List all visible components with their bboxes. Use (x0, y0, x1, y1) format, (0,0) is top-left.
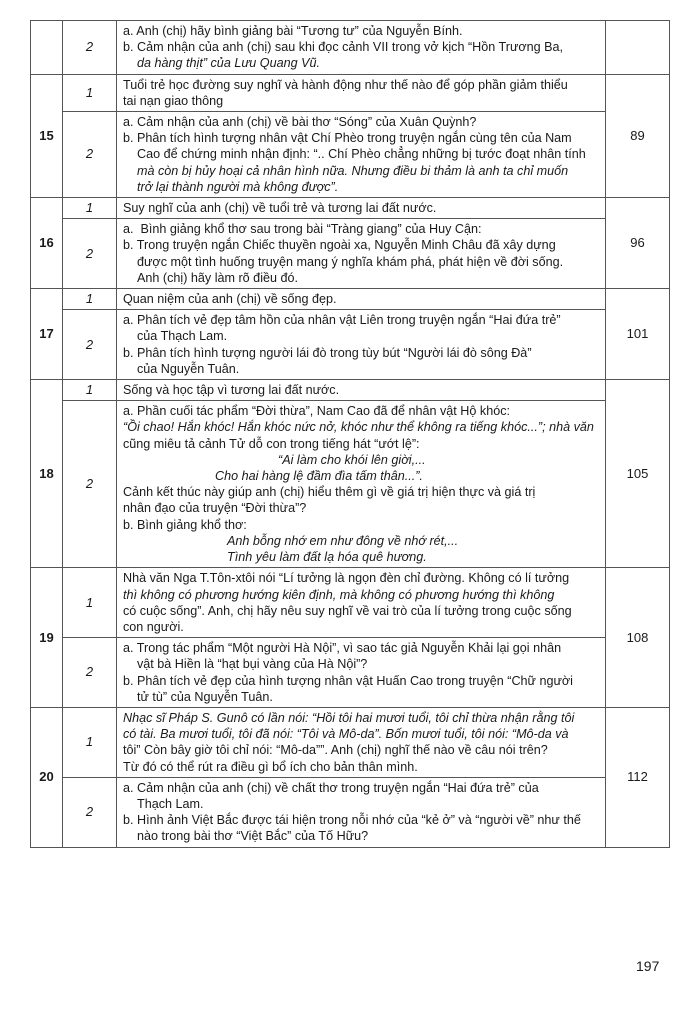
page-ref: 89 (606, 74, 670, 197)
part-number: 2 (63, 310, 117, 380)
part-number: 2 (63, 21, 117, 75)
part-number: 2 (63, 112, 117, 198)
table-row (31, 198, 670, 219)
page-ref: 101 (606, 289, 670, 380)
topic-number: 17 (31, 289, 63, 380)
part-number: 1 (63, 198, 117, 219)
page-ref: 112 (606, 707, 670, 847)
table-row (31, 112, 670, 198)
table-row (31, 219, 670, 289)
table-row (31, 401, 670, 568)
part-number: 1 (63, 707, 117, 777)
topic-number: 16 (31, 198, 63, 289)
question-text: Nhạc sĩ Pháp S. Gunô có lần nói: “Hồi tôi hai mươi tuổi, tôi chỉ thừa nhận rằng tôi có tài. Ba mươi tuổi, tôi đã nói: “Tôi và Mô-da”. Bốn mươi tuổi, tôi nói: “Mô-da và tôi” Còn bây giờ tôi chỉ nói: “Mô-da””. Anh (chị) nghĩ thế nào về câu nói trên? Từ đó có thể rút ra điều gì bổ ích cho bản thân mình. (117, 707, 606, 777)
question-text: a. Trong tác phẩm “Một người Hà Nội”, vì sao tác giả Nguyễn Khải lại gọi nhân vật bà Hiền là “hạt bụi vàng của Hà Nội”? b. Phân tích vẻ đẹp của hình tượng nhân vật Huấn Cao trong truyện “Chữ người tử tù” của Nguyễn Tuân. (117, 638, 606, 708)
page-ref: 96 (606, 198, 670, 289)
table-row (31, 289, 670, 310)
table-row (31, 21, 670, 75)
part-number: 1 (63, 380, 117, 401)
topic-number (31, 21, 63, 75)
question-text: a. Cảm nhận của anh (chị) về chất thơ trong truyện ngắn “Hai đứa trẻ” của Thạch Lam. b. Hình ảnh Việt Bắc được tái hiện trong nỗi nhớ của “kẻ ở” và “người về” như thế nào trong bài thơ “Việt Bắc” của Tố Hữu? (117, 777, 606, 847)
question-text: a. Cảm nhận của anh (chị) về bài thơ “Sóng” của Xuân Quỳnh? b. Phân tích hình tượng nhân vật Chí Phèo trong truyện ngắn cùng tên của Nam Cao để chứng minh nhận định: “.. Chí Phèo chẳng những bị tước đoạt nhân tính mà còn bị hủy hoại cả nhân hình nữa. Nhưng điều bi thảm là anh ta chỉ muốn trở lại thành người mà không được”. (117, 112, 606, 198)
part-number: 2 (63, 401, 117, 568)
question-text: a. Phần cuối tác phẩm “Đời thừa”, Nam Cao đã để nhân vật Hộ khóc: “Ồi chao! Hắn khóc! Hắn khóc nức nở, khóc như thể không ra tiếng khóc...”; nhà văn cũng miêu tả cảnh Tử dỗ con trong tiếng hát “ướt lệ”: “Ai làm cho khói lên giời,... Cho hai hàng lệ đầm đìa tấm thân...”. Cảnh kết thúc này giúp anh (chị) hiểu thêm gì về giá trị hiện thực và giá trị nhân đạo của truyện “Đời thừa”? b. Bình giảng khổ thơ: Anh bỗng nhớ em như đông về nhớ rét,... Tình yêu làm đất lạ hóa quê hương. (117, 401, 606, 568)
table-row (31, 380, 670, 401)
page-number: 197 (636, 958, 660, 974)
part-number: 1 (63, 568, 117, 638)
page-ref (606, 21, 670, 75)
page-ref: 105 (606, 380, 670, 568)
question-text: Nhà văn Nga T.Tôn-xtôi nói “Lí tưởng là ngọn đèn chỉ đường. Không có lí tưởng thì không có phương hướng kiên định, mà không có phương hướng thì không có cuộc sống”. Anh, chị hãy nêu suy nghĩ về vai trò của lí tưởng trong cuộc sống con người. (117, 568, 606, 638)
exam-topic-table (30, 20, 670, 848)
topic-number: 15 (31, 74, 63, 197)
part-number: 1 (63, 74, 117, 111)
table-row (31, 707, 670, 777)
table-row (31, 777, 670, 847)
question-text: a. Phân tích vẻ đẹp tâm hồn của nhân vật Liên trong truyện ngắn “Hai đứa trẻ” của Thạch Lam. b. Phân tích hình tượng người lái đò trong tùy bút “Người lái đò sông Đà” của Nguyễn Tuân. (117, 310, 606, 380)
question-text: a. Anh (chị) hãy bình giảng bài “Tương tư” của Nguyễn Bính. b. Cảm nhận của anh (chị) sau khi đọc cảnh VII trong vở kịch “Hồn Trương Ba, da hàng thịt” của Lưu Quang Vũ. (117, 21, 606, 75)
topic-number: 18 (31, 380, 63, 568)
topic-number: 19 (31, 568, 63, 708)
table-row (31, 74, 670, 111)
part-number: 1 (63, 289, 117, 310)
part-number: 2 (63, 638, 117, 708)
part-number: 2 (63, 219, 117, 289)
question-text: Sống và học tập vì tương lai đất nước. (117, 380, 606, 401)
topic-number: 20 (31, 707, 63, 847)
question-text: Quan niệm của anh (chị) về sống đẹp. (117, 289, 606, 310)
question-text: Tuổi trẻ học đường suy nghĩ và hành động như thế nào để góp phần giảm thiểu tai nạn giao thông (117, 74, 606, 111)
question-text: Suy nghĩ của anh (chị) về tuổi trẻ và tương lai đất nước. (117, 198, 606, 219)
table-row (31, 310, 670, 380)
table-row (31, 638, 670, 708)
table-row (31, 568, 670, 638)
page-ref: 108 (606, 568, 670, 708)
question-text: a. Bình giảng khổ thơ sau trong bài “Tràng giang” của Huy Cận: b. Trong truyện ngắn Chiếc thuyền ngoài xa, Nguyễn Minh Châu đã xây dựng được một tình huống truyện mang ý nghĩa khám phá, phát hiện về đời sống. Anh (chị) hãy làm rõ điều đó. (117, 219, 606, 289)
part-number: 2 (63, 777, 117, 847)
